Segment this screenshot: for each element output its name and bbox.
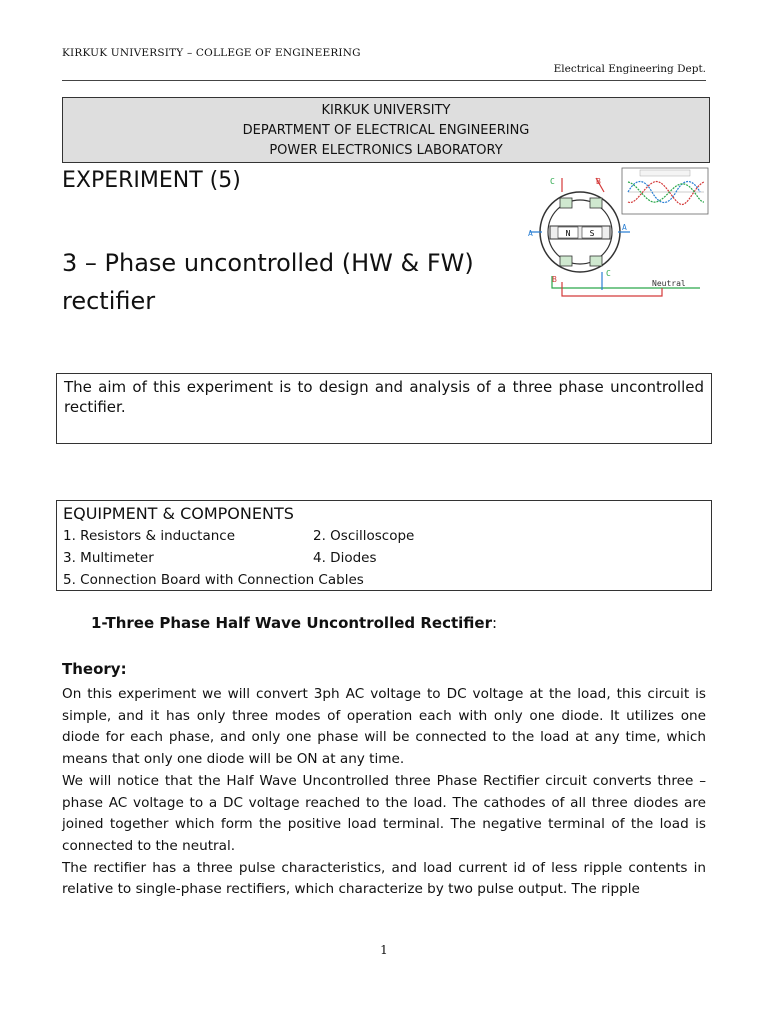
theory-heading: Theory:	[62, 660, 127, 678]
phase-c-top-label: C	[550, 177, 555, 186]
section-heading	[91, 614, 497, 632]
theory-paragraph: On this experiment we will convert 3ph AC voltage to DC voltage at the load, this circuit is simple, and it has only three modes of operation each with only one diode. It utilizes one diode for each phase, and only one phase will be connected to the load at any time, which means that only one diode will be ON at any time.	[62, 686, 706, 768]
title-laboratory: POWER ELECTRONICS LABORATORY	[269, 143, 503, 158]
experiment-subtitle	[62, 244, 502, 320]
aim-box	[56, 373, 712, 444]
equipment-item: 5. Connection Board with Connection Cables	[63, 572, 364, 588]
equipment-item: 4. Diodes	[313, 550, 377, 566]
experiment-subtitle-line1: 3 – Phase uncontrolled (HW & FW)	[62, 249, 474, 277]
equipment-item: 1. Resistors & inductance	[63, 528, 236, 544]
neutral-label: Neutral	[652, 279, 686, 288]
title-box	[62, 97, 710, 163]
equipment-title: EQUIPMENT & COMPONENTS	[63, 504, 294, 523]
equipment-item: 3. Multimeter	[63, 550, 154, 566]
equipment-item: 2. Oscilloscope	[313, 528, 415, 544]
theory-body	[62, 684, 706, 901]
rotor-s-label: S	[589, 229, 595, 238]
header-department: Electrical Engineering Dept.	[553, 63, 706, 75]
equipment-row	[63, 547, 705, 569]
equipment-row	[63, 525, 705, 547]
title-university: KIRKUK UNIVERSITY	[321, 103, 451, 118]
theory-paragraph: We will notice that the Half Wave Uncontrolled three Phase Rectifier circuit converts three – phase AC voltage to a DC voltage reached to the load. The cathodes of all three diodes are joined together which form the positive load terminal. The negative terminal of the load is connected to the neutral.	[62, 772, 706, 854]
title-department: DEPARTMENT OF ELECTRICAL ENGINEERING	[242, 123, 530, 138]
three-phase-generator-icon	[522, 164, 712, 302]
header-institution: KIRKUK UNIVERSITY – COLLEGE OF ENGINEERING	[62, 47, 361, 59]
equipment-row	[63, 569, 705, 591]
three-phase-generator-figure	[522, 164, 712, 302]
phase-c-bottom-label: C	[606, 269, 611, 278]
section-heading-text: 1-Three Phase Half Wave Uncontrolled Rectifier	[91, 614, 492, 632]
theory-paragraph: The rectifier has a three pulse characteristics, and load current id of less ripple contents in relative to single-phase rectifiers, which characterize by two pulse output. The ripple	[62, 859, 706, 898]
section-heading-colon: :	[491, 614, 498, 632]
aim-text: The aim of this experiment is to design and analysis of a three phase uncontrolled rectifier.	[64, 378, 704, 416]
experiment-subtitle-line2: rectifier	[62, 287, 156, 315]
phase-b-bottom-label: B	[552, 275, 557, 284]
rotor-n-label: N	[565, 229, 571, 238]
equipment-box	[56, 500, 712, 591]
page-number: 1	[380, 943, 388, 957]
phase-a-left-label: A	[528, 229, 533, 238]
experiment-title: EXPERIMENT (5)	[62, 168, 241, 193]
header-divider	[62, 80, 706, 81]
phase-b-top-label: B	[596, 177, 601, 186]
phase-a-right-label: A	[622, 223, 627, 232]
